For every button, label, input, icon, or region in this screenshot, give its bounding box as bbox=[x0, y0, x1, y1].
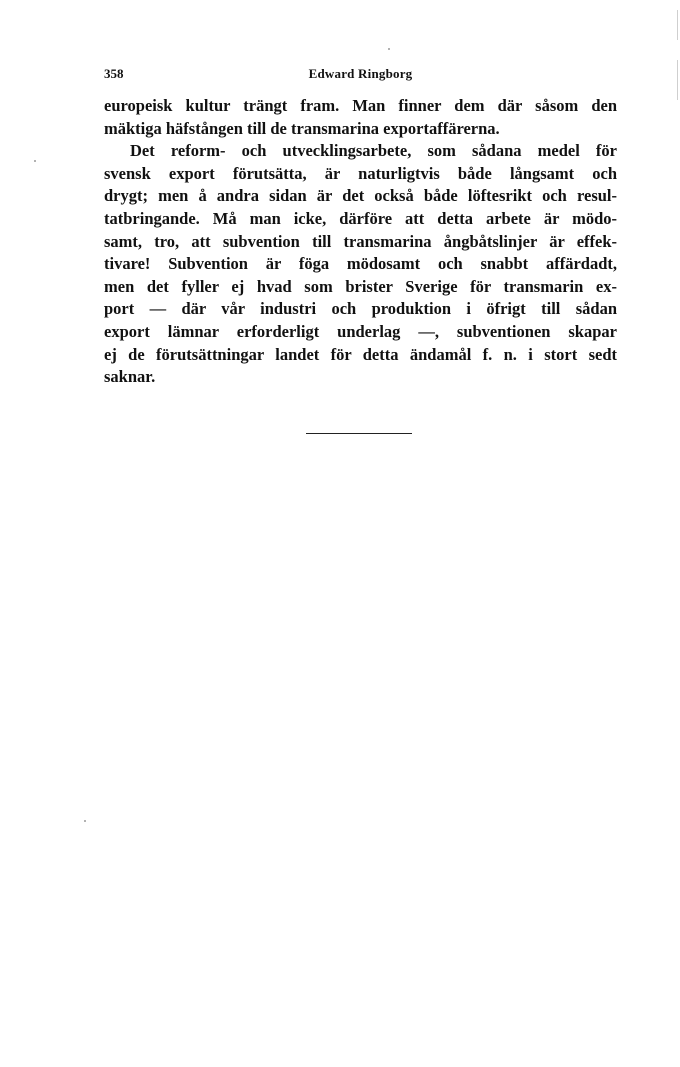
text-line: export lämnar erforderligt underlag —, subventionen skapar bbox=[104, 321, 617, 341]
text-line: tivare! Subvention är föga mödosamt och snabbt affärdadt, bbox=[104, 254, 617, 274]
text-line: saknar. bbox=[104, 367, 156, 387]
scan-speck bbox=[34, 160, 36, 162]
text-line: tatbringande. Må man icke, därföre att detta arbete är mödo- bbox=[104, 208, 617, 228]
scan-edge-mark bbox=[677, 60, 678, 100]
text-line: samt, tro, att subvention till transmarina ångbåtslinjer är effek- bbox=[104, 231, 617, 251]
body-text bbox=[104, 95, 617, 389]
text-line: ej de förutsättningar landet för detta ändamål f. n. i stort sedt bbox=[104, 344, 617, 364]
text-line: port — där vår industri och produktion i öfrigt till sådan bbox=[104, 299, 617, 319]
text-line: Det reform- och utvecklingsarbete, som sådana medel för bbox=[130, 141, 617, 161]
text-line: mäktiga häfstången till de transmarina exportaffärerna. bbox=[104, 118, 500, 138]
text-line: europeisk kultur trängt fram. Man finner dem där såsom den bbox=[104, 96, 617, 115]
text-line: men det fyller ej hvad som brister Sverige för transmarin ex- bbox=[104, 276, 617, 296]
running-head: Edward Ringborg bbox=[308, 66, 413, 81]
section-end-rule bbox=[306, 433, 412, 434]
scan-speck bbox=[84, 820, 86, 822]
scan-edge-mark bbox=[677, 10, 678, 40]
text-line: svensk export förutsätta, är naturligtvis både långsamt och bbox=[104, 163, 617, 183]
text-line: drygt; men å andra sidan är det också både löftesrikt och resul- bbox=[104, 186, 617, 206]
page-number: 358 bbox=[104, 66, 124, 81]
page-header bbox=[104, 66, 617, 84]
scan-speck bbox=[388, 48, 390, 50]
